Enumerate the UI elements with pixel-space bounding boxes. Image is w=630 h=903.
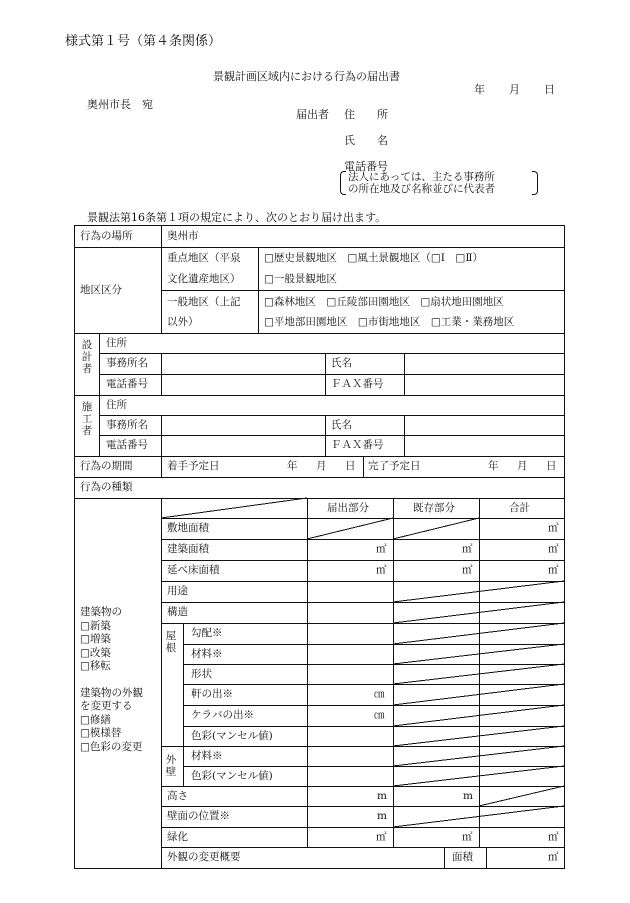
roof-group-label: 屋根 [165, 630, 177, 654]
applicant-address-label: 住 所 [344, 108, 388, 121]
key-district-options-1[interactable]: □歴史景観地区 □風土景観地区（□Ⅰ □Ⅱ） [264, 252, 483, 264]
row-appearance-summary: 外観の変更概要 [167, 851, 241, 863]
unit-floor-report: ㎡ [376, 564, 387, 576]
period-end-label: 完了予定日 [368, 460, 421, 472]
general-district-label-1: 一般地区（上記 [167, 296, 241, 308]
applicant-tel-label: 電話番号 [344, 160, 388, 173]
date-month-label: 月 [509, 83, 520, 96]
period-start-month: 月 [316, 460, 327, 472]
builder-tel-label: 電話番号 [106, 439, 148, 451]
builder-office-label: 事務所名 [106, 419, 148, 431]
building-action-line: 建築物の外観 [80, 686, 143, 699]
building-action-line[interactable]: □移転 [80, 660, 111, 672]
kind-label: 行為の種類 [80, 481, 133, 493]
building-action-spacer [80, 674, 143, 687]
row-roof-slope: 勾配※ [191, 627, 223, 639]
row-greening: 緑化 [167, 831, 188, 843]
unit-greening-existing: ㎡ [462, 831, 473, 843]
row-site-area: 敷地面積 [167, 522, 209, 534]
area-label: 面積 [452, 851, 473, 863]
form-id: 様式第１号（第４条関係） [65, 34, 222, 49]
row-roof-material: 材料※ [191, 648, 223, 660]
period-end-year: 年 [488, 460, 499, 472]
designer-office-label: 事務所名 [106, 357, 148, 369]
unit-greening-report: ㎡ [376, 831, 387, 843]
building-action-line: を変更する [80, 700, 133, 712]
designer-label: 設計者 [81, 339, 93, 375]
unit-eaves: ㎝ [374, 688, 385, 700]
key-district-options-2[interactable]: □一般景観地区 [264, 273, 337, 285]
row-gable-eaves: ケラバの出※ [191, 709, 254, 721]
period-start-label: 着手予定日 [167, 460, 220, 472]
intro-text: 景観法第16条第１項の規定により、次のとおり届け出ます。 [87, 211, 387, 224]
col-total-header: 合計 [509, 502, 530, 514]
applicant-label: 届出者 [296, 108, 329, 121]
building-action-line[interactable]: □改築 [80, 646, 111, 659]
designer-address-label: 住所 [106, 337, 127, 349]
row-roof-color: 色彩(マンセル値) [191, 730, 273, 742]
row-structure: 構造 [167, 606, 188, 618]
unit-appearance-area: ㎡ [548, 851, 559, 863]
corporate-note-line-2: の所在地及び名称並びに代表者 [348, 183, 495, 195]
col-report-header: 届出部分 [327, 502, 369, 514]
designer-fax-label: ＦＡＸ番号 [331, 378, 384, 390]
document-title: 景観計画区域内における行為の届出書 [213, 70, 400, 83]
place-label: 行為の場所 [80, 230, 133, 242]
row-wall-color: 色彩(マンセル値) [191, 770, 273, 782]
date-year-label: 年 [474, 83, 485, 96]
unit-site-total: ㎡ [548, 522, 559, 534]
builder-address-label: 住所 [106, 399, 127, 411]
period-end-day: 日 [546, 460, 557, 472]
builder-fax-label: ＦＡＸ番号 [331, 439, 384, 451]
building-action-line[interactable]: □修繕 [80, 713, 111, 726]
unit-floor-total: ㎡ [548, 564, 559, 576]
unit-building-existing: ㎡ [462, 543, 473, 555]
building-action-line[interactable]: □色彩の変更 [80, 740, 143, 753]
date-day-label: 日 [544, 83, 555, 96]
building-action-line: 建築物の [80, 606, 122, 618]
row-building-area: 建築面積 [167, 543, 209, 555]
unit-building-total: ㎡ [548, 543, 559, 555]
unit-height-report: m [377, 790, 387, 802]
row-wall-material: 材料※ [191, 750, 223, 762]
period-start-year: 年 [287, 460, 298, 472]
general-district-label-2: 以外） [167, 316, 199, 328]
district-label: 地区区分 [80, 284, 122, 296]
unit-wall-position: m [377, 810, 387, 822]
row-wall-position: 壁面の位置※ [167, 810, 230, 822]
row-roof-shape: 形状 [191, 668, 212, 680]
unit-floor-existing: ㎡ [462, 564, 473, 576]
row-use: 用途 [167, 585, 188, 597]
key-district-label-1: 重点地区（平泉 [167, 252, 241, 264]
builder-name-label: 氏名 [331, 419, 352, 431]
key-district-label-2: 文化遺産地区） [167, 273, 241, 285]
wall-group-label: 外壁 [165, 754, 177, 778]
building-action-line[interactable]: □模様替 [80, 727, 122, 739]
unit-greening-total: ㎡ [548, 831, 559, 843]
builder-label: 施工者 [81, 401, 93, 437]
building-action-list [80, 606, 143, 754]
building-action-line[interactable]: □新築 [80, 619, 111, 632]
row-floor-area: 延べ床面積 [167, 564, 220, 576]
building-action-line[interactable]: □増築 [80, 633, 111, 645]
general-district-options-2[interactable]: □平地部田園地区 □市街地地区 □工業・業務地区 [264, 316, 515, 328]
corporate-note-line-1: 法人にあっては、主たる事務所 [348, 171, 495, 183]
addressee: 奥州市長 宛 [87, 98, 153, 111]
applicant-name-label: 氏 名 [344, 134, 388, 147]
period-label: 行為の期間 [80, 460, 133, 472]
row-height: 高さ [167, 790, 188, 802]
designer-tel-label: 電話番号 [106, 378, 148, 390]
unit-gable-eaves: ㎝ [374, 709, 385, 721]
col-existing-header: 既存部分 [413, 502, 455, 514]
period-end-month: 月 [517, 460, 528, 472]
unit-height-existing: m [463, 790, 473, 802]
unit-building-report: ㎡ [376, 543, 387, 555]
place-value: 奥州市 [167, 230, 199, 242]
designer-name-label: 氏名 [331, 357, 352, 369]
general-district-options-1[interactable]: □森林地区 □丘陵部田園地区 □扇状地田園地区 [264, 296, 504, 308]
period-start-day: 日 [345, 460, 356, 472]
row-eaves: 軒の出※ [191, 688, 233, 700]
